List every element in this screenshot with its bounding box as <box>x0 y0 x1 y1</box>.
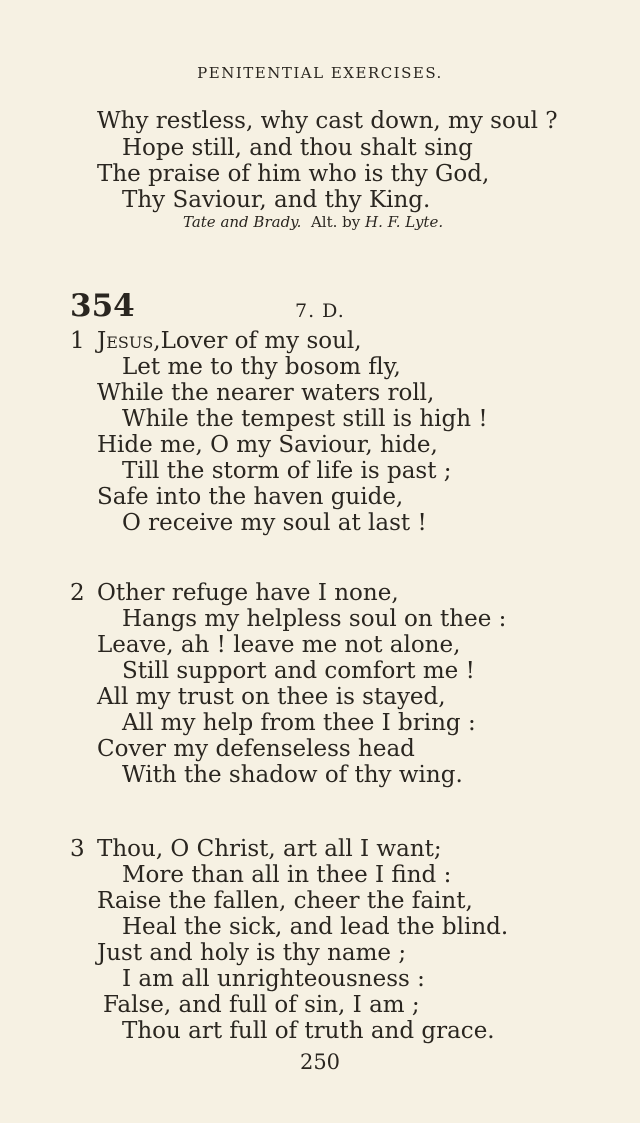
verse-1-first-word: Jesus, <box>97 328 161 354</box>
verse-1-line-4: While the tempest still is high ! <box>122 406 488 432</box>
attribution-authors: Tate and Brady. <box>183 213 302 231</box>
verse-number-1: 1 <box>70 328 85 354</box>
verse-3-line-5: Just and holy is thy name ; <box>97 940 407 966</box>
verse-1-line-2: Let me to thy bosom fly, <box>122 354 401 380</box>
verse-3-line-2: More than all in thee I find : <box>122 862 452 888</box>
verse-1-line-1 <box>97 330 362 353</box>
verse-number-2: 2 <box>70 580 85 606</box>
verse-1-line-6: Till the storm of life is past ; <box>122 458 452 484</box>
verse-2-line-6: All my help from thee I bring : <box>122 710 476 736</box>
verse-1-line-3: While the nearer waters roll, <box>97 380 435 406</box>
verse-3-line-3: Raise the fallen, cheer the faint, <box>97 888 473 914</box>
attribution-alt-prefix: Alt. by <box>310 213 361 231</box>
prev-stanza-line-4: Thy Saviour, and thy King. <box>122 187 431 213</box>
verse-2-line-7: Cover my defenseless head <box>97 736 415 762</box>
prev-stanza-line-2: Hope still, and thou shalt sing <box>122 135 473 161</box>
page-header: PENITENTIAL EXERCISES. <box>197 64 443 82</box>
verse-1-line-7: Safe into the haven guide, <box>97 484 404 510</box>
verse-3-line-6: I am all unrighteousness : <box>122 966 425 992</box>
attribution <box>183 213 443 231</box>
verse-2-line-5: All my trust on thee is stayed, <box>97 684 446 710</box>
verse-3-line-4: Heal the sick, and lead the blind. <box>122 914 509 940</box>
verse-2-line-3: Leave, ah ! leave me not alone, <box>97 632 461 658</box>
hymn-meter: 7. D. <box>295 300 345 322</box>
verse-1-line-5: Hide me, O my Saviour, hide, <box>97 432 438 458</box>
hymn-number: 354 <box>70 288 135 324</box>
verse-1-line-1-text: Lover of my soul, <box>160 328 362 354</box>
verse-2-line-8: With the shadow of thy wing. <box>122 762 463 788</box>
verse-2-line-4: Still support and comfort me ! <box>122 658 475 684</box>
verse-1-line-8: O receive my soul at last ! <box>122 510 427 536</box>
verse-3-line-1: Thou, O Christ, art all I want; <box>97 836 442 862</box>
verse-number-3: 3 <box>70 836 85 862</box>
prev-stanza-line-1: Why restless, why cast down, my soul ? <box>97 108 558 134</box>
verse-2-line-2: Hangs my helpless soul on thee : <box>122 606 507 632</box>
verse-3-line-8: Thou art full of truth and grace. <box>122 1018 495 1044</box>
page-number: 250 <box>299 1050 341 1074</box>
verse-2-line-1: Other refuge have I none, <box>97 580 399 606</box>
verse-3-line-7: False, and full of sin, I am ; <box>103 992 420 1018</box>
prev-stanza-line-3: The praise of him who is thy God, <box>97 161 490 187</box>
attribution-alt-author: H. F. Lyte. <box>365 213 444 231</box>
